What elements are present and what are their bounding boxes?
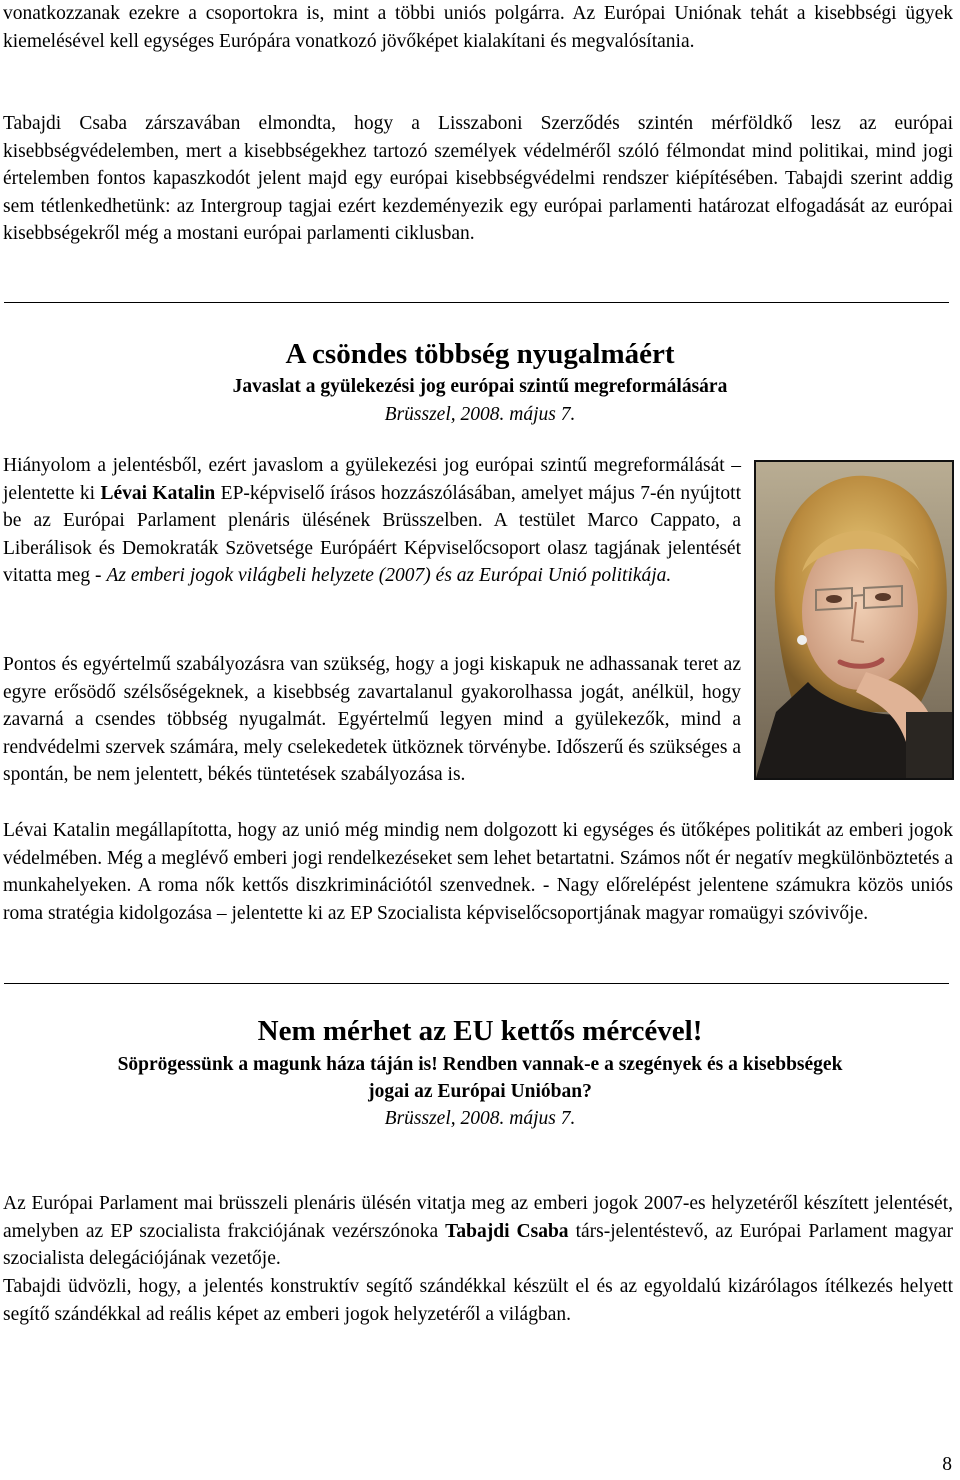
article-1-paragraph-3: Lévai Katalin megállapította, hogy az unió még mindig nem dolgozott ki egységes és ütőképes politikát az emberi jogok védelmében. Még a meglévő emberi jogi rendelkezéseket sem lehet betartatni. Számos nőt ér negatív megkülönböztetés a munkahelyeken. A roma nők kettős diszkriminációtól szenvednek. - Nagy előrelépést jelentene számukra közös uniós roma stratégia kidolgozása – jelentette ki az EP Szocialista képviselőcsoportjának magyar romaügyi szóvivője. bbox=[3, 820, 953, 924]
article-1-paragraph-1 bbox=[3, 452, 741, 590]
intro-paragraph-tabajdi: Tabajdi Csaba zárszavában elmondta, hogy a Lisszaboni Szerződés szintén mérföldkő lesz az európai kisebbségvédelemben, mert a kisebbségekhez tartozó személyek védelméről szóló félmondat mind politikai, mind jogi értelemben fontos kapaszkodót jelent majd egy európai kisebbségvédelmi rendszer kiépítésében. Tabajdi szerint addig sem tétlenkedhetünk: az Intergroup tagjai ezért kezdeményezik egy európai parlamenti határozat elfogadását az európai kisebbségekről még a mostani európai parlamenti ciklusban. bbox=[3, 113, 953, 244]
section-divider bbox=[4, 302, 949, 303]
article-2-title: Nem mérhet az EU kettős mércével! bbox=[257, 1015, 703, 1047]
article-2-subtitle-line-2: jogai az Európai Unióban? bbox=[368, 1081, 592, 1102]
article-1-p1-text-a: Hiányolom a jelentésből, ezért javaslom a gyülekezési jog európai szintű megreformálását – jelentette ki bbox=[3, 455, 741, 504]
portrait-illustration bbox=[756, 462, 952, 778]
article-2-p1-text-a: Az Európai Parlament mai brüsszeli plenáris ülésén vitatja meg az emberi jogok 2007-es helyzetéről készített jelentését, amelyben az EP szocialista frakciójának vezérszónoka bbox=[3, 1193, 953, 1242]
article-1-title: A csöndes többség nyugalmáért bbox=[285, 338, 675, 370]
article-2-p1-text-b: társ-jelentéstevő, az Európai Parlament magyar szocialista delegációjának vezetője. bbox=[3, 1220, 953, 1269]
article-2-paragraph-2: Tabajdi üdvözli, hogy, a jelentés konstruktív segítő szándékkal készült el és az egyoldalú kizárólagos ítélkezés helyett segítő szándékkal ad reális képet az emberi jogok helyzetéről a világban. bbox=[3, 1276, 953, 1325]
article-1-p1-bold-name: Lévai Katalin bbox=[100, 482, 216, 504]
article-1-dateline: Brüsszel, 2008. május 7. bbox=[384, 404, 576, 425]
article-2-subtitle-line-1: Söprögessünk a magunk háza táján is! Rendben vannak-e a szegények és a kisebbségek bbox=[117, 1054, 843, 1075]
article-1-p1-italic-title: Az emberi jogok világbeli helyzete (2007) és az Európai Unió politikája. bbox=[106, 565, 672, 586]
article-1-p1-text-b: EP-képviselő írásos hozzászólásában, amelyet május 7-én nyújtott be az Európai Parlament plenáris ülésének Brüsszelben. A testület Marco Cappato, a Liberálisok és Demokraták Szövetsége Európáért Képviselőcsoport olasz tagjának jelentését vitatta meg - bbox=[3, 482, 741, 586]
article-2-dateline: Brüsszel, 2008. május 7. bbox=[384, 1108, 576, 1129]
article-2-p1-bold-name: Tabajdi Csaba bbox=[445, 1220, 569, 1242]
section-divider-2 bbox=[4, 983, 949, 984]
intro-paragraph-continued: vonatkozzanak ezekre a csoportokra is, mint a többi uniós polgárra. Az Európai Uniónak tehát a kisebbségi ügyek kiemelésével kell egységes Európára vonatkozó jövőképet kialakítani és megvalósítania. bbox=[3, 3, 953, 52]
article-2-paragraph-1 bbox=[3, 1190, 953, 1273]
article-1-subtitle: Javaslat a gyülekezési jog európai szintű megreformálására bbox=[232, 376, 728, 397]
article-1-paragraph-2: Pontos és egyértelmű szabályozásra van szükség, hogy a jogi kiskapuk ne adhassanak teret az egyre erősödő szélsőségeknek, a kisebbség zavartalanul gyakorolhassa jogát, anélkül, hogy zavarná a csendes többség nyugalmát. Egyértelmű legyen mind a gyülekezők, mind a rendvédelmi szervek számára, mely cselekedetek ütköznek törvénybe. Időszerű és szükséges a spontán, be nem jelentett, békés tüntetések szabályozása is. bbox=[3, 654, 741, 785]
page-number: 8 bbox=[942, 1454, 952, 1475]
portrait-photo bbox=[754, 460, 954, 780]
